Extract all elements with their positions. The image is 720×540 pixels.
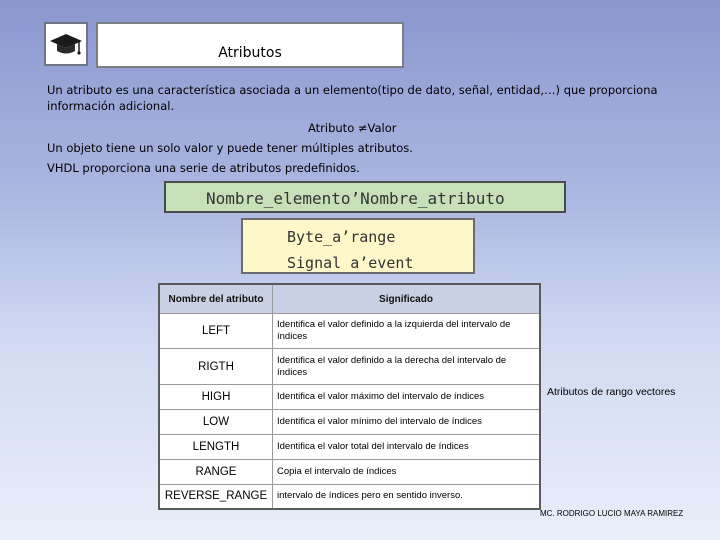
table-row (159, 385, 540, 410)
table-header-name: Nombre del atributo (159, 284, 273, 314)
attribute-name: RANGE (159, 460, 273, 485)
body-text-line-3: Atributo ≠Valor (308, 121, 397, 135)
syntax-code-box (164, 181, 566, 213)
attribute-name: LOW (159, 410, 273, 435)
page-title: Atributos (218, 45, 282, 61)
body-text-line-4: Un objeto tiene un solo valor y puede tener múltiples atributos. (47, 141, 413, 155)
attributes-table (158, 283, 541, 510)
table-caption: Atributos de rango vectores (547, 386, 676, 398)
example-code-line-2: Signal a’event (287, 254, 414, 272)
example-code-box (241, 218, 475, 274)
table-row (159, 349, 540, 385)
graduation-cap-icon (49, 31, 83, 57)
table-header-meaning: Significado (273, 284, 541, 314)
author-footer: MC. RODRIGO LUCIO MAYA RAMIREZ (540, 509, 684, 518)
table-header-row (159, 284, 540, 314)
attribute-name: LEFT (159, 314, 273, 349)
table-row (159, 485, 540, 509)
body-text-line-2: información adicional. (47, 99, 175, 113)
logo (44, 22, 88, 66)
syntax-code-text: Nombre_elemento’Nombre_atributo (206, 189, 505, 208)
attribute-description: Identifica el valor máximo del intervalo de índices (273, 385, 541, 410)
attribute-name: LENGTH (159, 435, 273, 460)
table-row (159, 460, 540, 485)
attribute-description: Identifica el valor definido a la derecha del intervalo de índices (273, 349, 541, 385)
attribute-description: Copia el intervalo de índices (273, 460, 541, 485)
attribute-description: Identifica el valor mínimo del intervalo de índices (273, 410, 541, 435)
table-row (159, 314, 540, 349)
attribute-name: REVERSE_RANGE (159, 485, 273, 509)
table-row (159, 410, 540, 435)
table-row (159, 435, 540, 460)
example-code-line-1: Byte_a’range (287, 228, 396, 246)
body-text-line-1: Un atributo es una característica asociada a un elemento(tipo de dato, señal, entidad,…) que proporciona (47, 83, 658, 97)
body-text-line-5: VHDL proporciona una serie de atributos predefinidos. (47, 161, 360, 175)
attribute-description: Identifica el valor total del intervalo de índices (273, 435, 541, 460)
attribute-description: intervalo de índices pero en sentido inverso. (273, 485, 541, 509)
attribute-description: Identifica el valor definido a la izquierda del intervalo de índices (273, 314, 541, 349)
title-box (96, 22, 404, 68)
attribute-name: RIGTH (159, 349, 273, 385)
attribute-name: HIGH (159, 385, 273, 410)
